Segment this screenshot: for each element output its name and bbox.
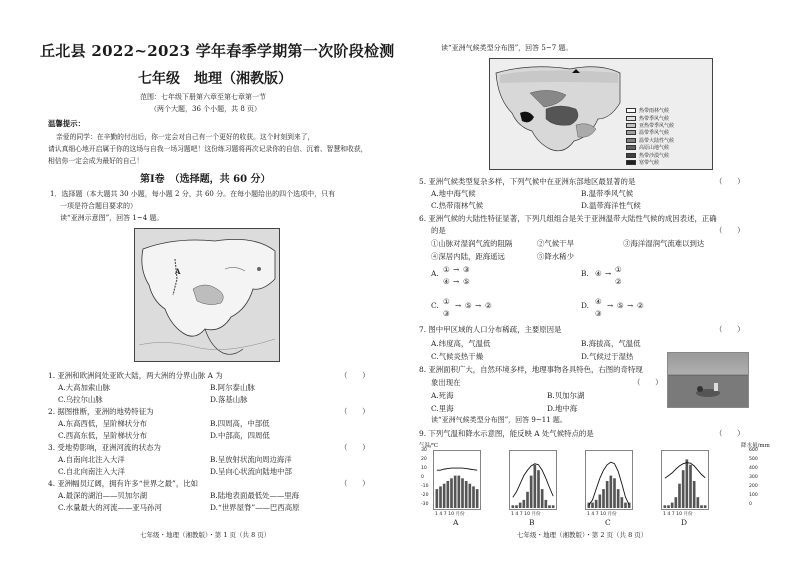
q6d-arrow-2: → xyxy=(627,301,634,310)
climate-legend xyxy=(626,107,710,166)
climate-chart-a xyxy=(433,450,481,510)
precipitation-tick: 200 xyxy=(749,484,758,489)
climate-chart-b xyxy=(509,450,557,510)
chart-frame xyxy=(586,451,633,510)
climate-chart-c xyxy=(585,450,633,510)
right-page xyxy=(397,0,794,561)
legend-swatch xyxy=(626,116,636,121)
q6c-arrow-2: → xyxy=(475,301,482,310)
question-1-text: 1. 亚洲和欧洲间处亚欧大陆，两大洲的分界山脉 A 为 xyxy=(48,371,223,380)
section-title: 第Ⅰ卷 （选择题，共 60 分） xyxy=(140,174,271,185)
question-2-option-b[interactable]: B.四周高，中部低 xyxy=(210,419,270,428)
chart-frame xyxy=(662,451,709,510)
legend-item xyxy=(626,114,710,121)
question-4-option-a[interactable]: A.最深的湖泊——贝加尔湖 xyxy=(58,491,147,500)
question-9-answer-blank[interactable]: （ ） xyxy=(715,429,745,438)
q6b-right-2: ② xyxy=(615,277,622,286)
question-4-option-c[interactable]: C.水量最大的河流——亚马孙河 xyxy=(58,503,162,512)
question-7-answer-blank[interactable]: （ ） xyxy=(715,325,745,334)
precip-bar xyxy=(545,500,548,508)
chart-label: C xyxy=(605,518,611,527)
precip-bar xyxy=(526,492,529,508)
precip-bar xyxy=(450,478,453,508)
question-8-text: 8. 亚洲面积广大，自然环境多样，地理事物各具特色，右图的奇特现 xyxy=(419,365,643,374)
chart-label: B xyxy=(529,518,535,527)
question-2-option-d[interactable]: D.中部高，四周低 xyxy=(210,431,270,440)
precip-bar xyxy=(541,489,544,508)
precip-bar xyxy=(624,503,627,508)
legend-item xyxy=(626,159,710,166)
question-7-text: 7. 图中甲区域的人口分布稀疏，主要原因是 xyxy=(419,325,562,334)
precip-bar xyxy=(469,484,472,508)
legend-label: 亚热带季风气候 xyxy=(639,122,675,129)
question-6-item-4: ④深居内陆，距海遥远 xyxy=(431,252,505,261)
asia-map-graphic xyxy=(135,229,280,362)
q6d-arrow-1: → xyxy=(607,301,614,310)
question-3-option-d[interactable]: D.呈向心状流向陆地中部 xyxy=(210,467,292,476)
precip-bar xyxy=(512,505,515,508)
question-6-option-b[interactable]: B. xyxy=(581,269,589,278)
precip-bar xyxy=(537,470,540,508)
tips-label: 温馨提示： xyxy=(48,119,85,128)
precip-bar xyxy=(552,505,555,508)
precip-bar xyxy=(595,500,598,508)
precip-bar xyxy=(617,489,620,508)
question-1-option-b[interactable]: B.阿尔泰山脉 xyxy=(210,383,255,392)
dead-sea-photo-graphic xyxy=(668,353,749,408)
precip-bar xyxy=(613,478,616,508)
chart-label: D xyxy=(681,518,688,527)
temperature-line xyxy=(437,468,477,470)
exam-subtitle: 七年级 地理（湘教版） xyxy=(138,71,292,87)
precip-bar xyxy=(697,497,700,508)
precip-bar xyxy=(671,503,674,508)
precip-bar xyxy=(476,489,479,508)
tips-line-1: 亲爱的同学：在辛勤的付出后，你一定会对自己有一个更好的收获。这个时刻到来了， xyxy=(56,133,315,141)
question-6-item-2: ②气候干旱 xyxy=(537,239,574,248)
precip-bar xyxy=(621,497,624,508)
exam-title: 丘北县 2022~2023 学年春季学期第一次阶段检测 xyxy=(40,42,395,60)
question-6-answer-blank[interactable]: （ ） xyxy=(715,226,745,235)
q6c-mid: ⑤ xyxy=(465,301,472,310)
temperature-tick: -20 xyxy=(421,493,429,498)
question-6-text: 6. 亚洲气候的大陆性特征显著，下列几组组合是关于亚洲温带大陆性气候的成因表述，正确 xyxy=(419,214,717,223)
question-5-answer-blank[interactable]: （ ） xyxy=(715,177,745,186)
month-ticks: 1 4 7 10 月份 xyxy=(435,512,465,517)
precip-bar xyxy=(602,489,605,508)
precipitation-tick: 400 xyxy=(749,466,758,471)
temperature-tick: 20 xyxy=(421,457,427,462)
legend-swatch xyxy=(626,108,636,113)
chart-frame xyxy=(510,451,557,510)
precip-bar xyxy=(443,484,446,508)
q6d-left-1: ④ xyxy=(595,297,602,306)
q6a-left-1: ① xyxy=(443,265,450,274)
question-2-option-a[interactable]: A.东高西低，呈阶梯状分布 xyxy=(58,419,147,428)
climate-axis-left-label: 气温/℃ xyxy=(419,443,439,449)
question-3-option-c[interactable]: C.自北向南注入大洋 xyxy=(58,467,125,476)
legend-item xyxy=(626,122,710,129)
legend-label: 寒带气候 xyxy=(639,159,660,166)
intro-q5-7: 读“亚洲气候类型分布图”，回答 5~7 题。 xyxy=(441,44,573,52)
temperature-line xyxy=(665,463,705,479)
map-label-a: A xyxy=(175,267,181,276)
temperature-tick: -30 xyxy=(421,502,429,507)
temperature-tick: 30 xyxy=(421,448,427,453)
q6c-left-2: ③ xyxy=(443,309,450,318)
question-5-text: 5. 亚洲气候类型复杂多样，下列气候中在亚洲东部地区最显著的是 xyxy=(419,177,636,186)
precip-bar xyxy=(693,481,696,508)
question-6-option-a[interactable]: A. xyxy=(431,269,439,278)
legend-swatch xyxy=(626,160,636,165)
intro-q9-11: 读“亚洲气候类型分布图”，回答 9~11 题。 xyxy=(431,416,567,424)
precip-bar xyxy=(678,484,681,508)
precipitation-tick: 600 xyxy=(749,448,758,453)
question-7-option-a[interactable]: A.纬度高，气温低 xyxy=(431,339,491,348)
month-ticks: 1 4 7 10 月份 xyxy=(587,512,617,517)
legend-label: 温带季风气候 xyxy=(639,130,670,137)
legend-label: 热带沙漠气候 xyxy=(639,152,670,159)
temperature-tick: 10 xyxy=(421,466,427,471)
question-8-option-b[interactable]: B.贝加尔湖 xyxy=(547,391,585,400)
precip-bar xyxy=(606,481,609,508)
precip-bar xyxy=(523,500,526,508)
q6d-right: ② xyxy=(637,301,644,310)
precip-bar xyxy=(472,486,475,508)
q6c-left-1: ① xyxy=(443,297,450,306)
legend-swatch xyxy=(626,138,636,143)
question-7-option-d[interactable]: D.气候过于湿热 xyxy=(581,352,634,361)
temperature-tick: -10 xyxy=(421,484,429,489)
question-5-option-a[interactable]: A.地中海气候 xyxy=(431,189,476,198)
precip-bar xyxy=(591,503,594,508)
page-footer-2: 七年级・地理（湘教版）・第 2 页（共 8 页） xyxy=(517,531,648,539)
question-6-item-3: ③海洋湿润气流难以到达 xyxy=(623,239,705,248)
precip-bar xyxy=(704,505,707,508)
precipitation-tick: 0 xyxy=(749,502,752,507)
dead-sea-photo xyxy=(667,352,749,408)
question-1-option-c[interactable]: C.乌拉尔山脉 xyxy=(58,395,103,404)
question-3-text: 3. 受地势影响，亚洲河流的状态为 xyxy=(48,443,161,452)
q6a-right-2: ⑤ xyxy=(463,277,470,286)
precip-bar xyxy=(700,505,703,508)
page-footer-1: 七年级・地理（湘教版）・第 1 页（共 8 页） xyxy=(140,531,271,539)
question-6-item-1: ①山脉对湿润气流的阻隔 xyxy=(431,239,513,248)
question-1-answer-blank[interactable]: （ ） xyxy=(340,371,370,380)
legend-item xyxy=(626,151,710,158)
precip-bar xyxy=(599,495,602,509)
legend-swatch xyxy=(626,130,636,135)
question-6-option-c[interactable]: C. xyxy=(431,301,439,310)
precip-bar xyxy=(530,476,533,508)
question-8-option-d[interactable]: D.地中海 xyxy=(547,404,578,413)
precip-bar xyxy=(675,497,678,508)
precip-bar xyxy=(461,478,464,508)
q6c-right: ② xyxy=(485,301,492,310)
legend-label: 热带雨林气候 xyxy=(639,108,670,115)
q6c-arrow-1: → xyxy=(455,301,462,310)
precipitation-tick: 300 xyxy=(749,475,758,480)
precip-bar xyxy=(439,486,442,508)
precipitation-tick: 100 xyxy=(749,493,758,498)
legend-item xyxy=(626,144,710,151)
instruction-line-3: 读“亚洲示意图”，回答 1~4 题。 xyxy=(60,214,164,222)
precip-bar xyxy=(454,476,457,508)
q6b-arrow: → xyxy=(605,269,612,278)
climate-chart-d xyxy=(661,450,709,510)
exam-scope: 范围：七年级下册第六章至第七章第一节 xyxy=(140,93,266,101)
instruction-line-2: 一项是符合题目要求的） xyxy=(60,202,137,210)
question-1-option-a[interactable]: A.大高加索山脉 xyxy=(58,383,111,392)
question-8-answer-blank[interactable]: （ ） xyxy=(633,378,663,387)
month-ticks: 1 4 7 10 月份 xyxy=(511,512,541,517)
question-2-text: 2. 据图推断，亚洲的地势特征为 xyxy=(48,407,154,416)
precip-bar xyxy=(686,459,689,508)
chart-label: A xyxy=(453,518,459,527)
question-4-answer-blank[interactable]: （ ） xyxy=(340,479,370,488)
temperature-line xyxy=(513,464,553,497)
legend-item xyxy=(626,137,710,144)
climate-axis-right-label: 降水量/mm xyxy=(741,443,770,449)
precip-bar xyxy=(515,505,518,508)
legend-swatch xyxy=(626,145,636,150)
q6a-arrow-2: → xyxy=(453,277,460,286)
legend-label: 高原山地气候 xyxy=(639,145,670,152)
question-8-option-c[interactable]: C.里海 xyxy=(431,404,454,413)
question-4-text: 4. 亚洲幅员辽阔，拥有许多“世界之最”，比如 xyxy=(48,479,198,488)
q6b-left: ④ xyxy=(595,269,602,278)
precipitation-tick: 500 xyxy=(749,457,758,462)
q6a-left-2: ④ xyxy=(443,277,450,286)
question-5-option-c[interactable]: C.热带雨林气候 xyxy=(431,201,484,210)
question-7-option-b[interactable]: B.海拔高，气温低 xyxy=(581,339,641,348)
question-8-text-cont: 象出现在 xyxy=(431,378,461,387)
asia-map xyxy=(134,228,280,362)
question-5-option-d[interactable]: D.温带海洋性气候 xyxy=(581,201,641,210)
question-5-option-b[interactable]: B.温带季风气候 xyxy=(581,189,634,198)
q6d-left-2: ③ xyxy=(595,309,602,318)
question-6-text-cont: 的是 xyxy=(431,226,446,235)
tips-line-3: 相信你一定会成为最好的自己！ xyxy=(48,157,144,165)
q6a-right-1: ③ xyxy=(463,265,470,274)
precip-bar xyxy=(465,481,468,508)
question-6-option-d[interactable]: D. xyxy=(581,301,590,310)
question-8-option-a[interactable]: A.死海 xyxy=(431,391,454,400)
precip-bar xyxy=(534,465,537,508)
precip-bar xyxy=(664,505,667,508)
precip-bar xyxy=(610,476,613,508)
question-9-text: 9. 下列气温和降水示意图，能反映 A 处气候特点的是 xyxy=(419,429,594,438)
question-3-answer-blank[interactable]: （ ） xyxy=(340,443,370,452)
exam-info: （两个大题，36 个小题，共 8 页） xyxy=(150,105,262,113)
temperature-tick: 0 xyxy=(421,475,424,480)
question-4-option-b[interactable]: B.陆地表面最低处——里海 xyxy=(210,491,300,500)
legend-swatch xyxy=(626,153,636,158)
legend-label: 热带季风气候 xyxy=(639,115,670,122)
precip-bar xyxy=(436,489,439,508)
question-1-option-d[interactable]: D.落基山脉 xyxy=(210,395,248,404)
precip-bar xyxy=(447,481,450,508)
precip-bar xyxy=(548,505,551,508)
q6b-right-1: ① xyxy=(615,265,622,274)
month-ticks: 1 4 7 10 月份 xyxy=(663,512,693,517)
question-3-option-b[interactable]: B.呈放射状流向周边海洋 xyxy=(210,455,292,464)
question-4-option-d[interactable]: D.“世界屋脊”——巴西高原 xyxy=(210,503,300,512)
asia-climate-map xyxy=(489,58,713,170)
question-2-answer-blank[interactable]: （ ） xyxy=(340,407,370,416)
precip-bar xyxy=(458,476,461,508)
question-7-option-c[interactable]: C.气候炎热干燥 xyxy=(431,352,484,361)
precip-bar xyxy=(519,503,522,508)
legend-item xyxy=(626,107,710,114)
legend-swatch xyxy=(626,123,636,128)
legend-item xyxy=(626,129,710,136)
precip-bar xyxy=(689,465,692,508)
legend-label: 温带大陆性气候 xyxy=(639,137,675,144)
tips-line-2: 请认真细心地开启属于你的这场与自我一场习题吧！这份练习题将再次记录你的自信、沉着、智慧和收获， xyxy=(48,145,368,153)
precip-bar xyxy=(682,470,685,508)
q6d-mid: ⑤ xyxy=(617,301,624,310)
question-2-option-c[interactable]: C.西高东低，呈阶梯状分布 xyxy=(58,431,148,440)
question-3-option-a[interactable]: A.自南向北注入大洋 xyxy=(58,455,125,464)
q6a-arrow-1: → xyxy=(453,265,460,274)
question-6-item-5: ⑤降水稀少 xyxy=(537,252,574,261)
precip-bar xyxy=(667,505,670,508)
instruction-line-1: 1．选择题（本大题共 30 小题，每小题 2 分，共 60 分。在每小题给出的四个选项中，只有 xyxy=(50,190,336,198)
